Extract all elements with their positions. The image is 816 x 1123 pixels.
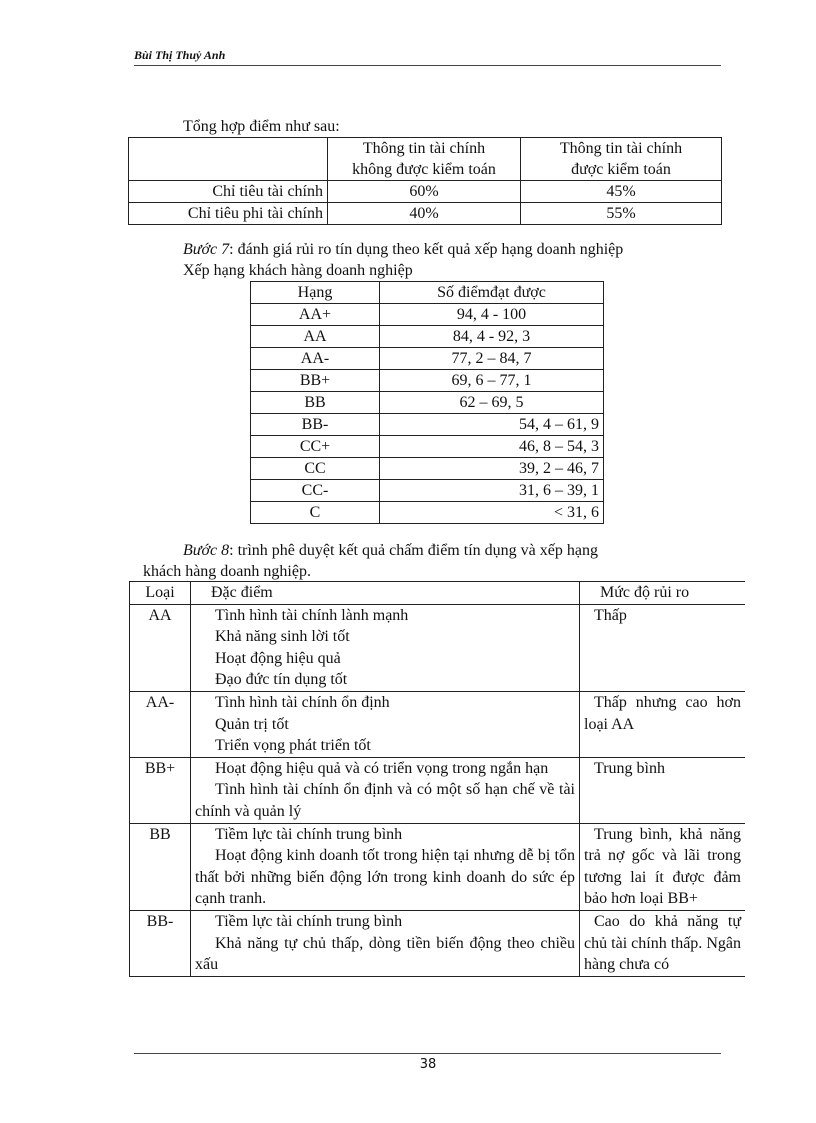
feature-item: Tình hình tài chính ổn định và có một số hạn chế về tài chính và quản lý <box>195 781 575 820</box>
feature-cell <box>191 604 580 691</box>
rating-table <box>250 281 604 524</box>
grade-cell: AA <box>251 326 380 348</box>
table-row <box>130 582 746 605</box>
step-label: Bước 7 <box>183 241 230 258</box>
table-row <box>130 823 746 910</box>
header-divider <box>134 65 721 66</box>
table-row <box>251 502 604 524</box>
type-cell: BB <box>130 823 191 910</box>
table-cell: 45% <box>521 181 722 203</box>
feature-item: Tiềm lực tài chính trung bình <box>215 912 403 930</box>
grade-cell: AA+ <box>251 304 380 326</box>
risk-rows <box>130 604 746 976</box>
feature-item: Tiềm lực tài chính trung bình <box>215 825 403 843</box>
table-row <box>130 757 746 823</box>
step-description: : trình phê duyệt kết quả chấm điểm tín dụng và xếp hạng <box>229 542 598 559</box>
table-header: Mức độ rủi ro <box>580 582 746 605</box>
table-header: Hạng <box>251 282 380 304</box>
page-number: 38 <box>419 1057 437 1072</box>
feature-cell <box>191 910 580 976</box>
score-cell: 94, 4 - 100 <box>380 304 604 326</box>
table-row <box>251 480 604 502</box>
table-row <box>251 348 604 370</box>
score-cell: 46, 8 – 54, 3 <box>380 436 604 458</box>
feature-cell <box>191 823 580 910</box>
type-cell: AA- <box>130 691 191 757</box>
table-row <box>251 392 604 414</box>
feature-item: Đạo đức tín dụng tốt <box>215 671 348 689</box>
feature-item: Hoạt động hiệu quả và có triển vọng trong ngắn hạn <box>215 759 549 777</box>
type-cell: BB+ <box>130 757 191 823</box>
header-line: không được kiểm toán <box>352 161 496 178</box>
grade-cell: BB+ <box>251 370 380 392</box>
table-row <box>129 138 722 181</box>
footer-divider <box>134 1053 721 1054</box>
grade-cell: BB <box>251 392 380 414</box>
score-cell: 77, 2 – 84, 7 <box>380 348 604 370</box>
table-header: Số điểmđạt được <box>380 282 604 304</box>
score-table <box>128 137 722 225</box>
table-row <box>129 181 722 203</box>
table-row <box>129 203 722 225</box>
score-cell: 84, 4 - 92, 3 <box>380 326 604 348</box>
score-cell: 69, 6 – 77, 1 <box>380 370 604 392</box>
risk-table-viewport <box>129 581 745 1012</box>
table-header: Đặc điểm <box>191 582 580 605</box>
table-cell: 60% <box>328 181 521 203</box>
header-author: Bùi Thị Thuỷ Anh <box>134 48 226 62</box>
step-label: Bước 8 <box>183 542 230 559</box>
feature-item: Hoạt động hiệu quả <box>215 649 341 667</box>
feature-item: Hoạt động kinh doanh tốt trong hiện tại nhưng dễ bị tổn thất bởi những biến động lớn trong kinh doanh do sức ép cạnh tranh. <box>195 847 575 908</box>
risk-cell: Thấp nhưng cao hơn loại AA <box>580 691 746 757</box>
table-header <box>521 138 722 181</box>
table-row <box>251 458 604 480</box>
table-row <box>251 304 604 326</box>
table-cell: 55% <box>521 203 722 225</box>
score-cell: 39, 2 – 46, 7 <box>380 458 604 480</box>
grade-cell: AA- <box>251 348 380 370</box>
risk-cell: Thấp <box>580 604 746 691</box>
feature-item: Khả năng tự chủ thấp, dòng tiền biến động theo chiều xấu <box>195 934 575 974</box>
table-row <box>130 691 746 757</box>
grade-cell: CC+ <box>251 436 380 458</box>
step-description: : đánh giá rủi ro tín dụng theo kết quả xếp hạng doanh nghiệp <box>229 241 624 258</box>
risk-table <box>129 581 745 977</box>
table-row <box>251 414 604 436</box>
table-row <box>130 604 746 691</box>
table-cell-empty <box>129 138 328 181</box>
row-label: Chỉ tiêu phi tài chính <box>129 203 328 225</box>
table-cell: 40% <box>328 203 521 225</box>
header-line: Thông tin tài chính <box>559 140 683 157</box>
step8-text-continued: khách hàng doanh nghiệp. <box>143 563 311 580</box>
score-cell: 62 – 69, 5 <box>380 392 604 414</box>
feature-cell <box>191 757 580 823</box>
risk-cell: Cao do khả năng tự chủ tài chính thấp. Ngân hàng chưa có <box>580 910 746 976</box>
type-cell: BB- <box>130 910 191 976</box>
risk-cell: Trung bình <box>580 757 746 823</box>
header-line: được kiểm toán <box>571 161 671 178</box>
table-row <box>251 370 604 392</box>
rating-title: Xếp hạng khách hàng doanh nghiệp <box>183 262 413 279</box>
table-row <box>251 282 604 304</box>
feature-item: Triển vọng phát triển tốt <box>215 737 371 755</box>
step7-text <box>183 239 623 260</box>
table-row <box>130 910 746 976</box>
header-line: Thông tin tài chính <box>362 140 486 157</box>
table-header: Loại <box>130 582 191 605</box>
risk-cell: Trung bình, khả năng trả nợ gốc và lãi trong tương lai ít được đảm bảo hơn loại BB+ <box>580 823 746 910</box>
table-row <box>251 436 604 458</box>
feature-item: Khả năng sinh lời tốt <box>215 628 350 646</box>
feature-item: Tình hình tài chính lành mạnh <box>215 606 409 624</box>
table-row <box>251 326 604 348</box>
table-header <box>328 138 521 181</box>
intro-text: Tổng hợp điểm như sau: <box>183 118 340 135</box>
grade-cell: CC <box>251 458 380 480</box>
rating-rows <box>251 304 604 524</box>
score-cell: 54, 4 – 61, 9 <box>380 414 604 436</box>
grade-cell: CC- <box>251 480 380 502</box>
feature-cell <box>191 691 580 757</box>
grade-cell: BB- <box>251 414 380 436</box>
feature-item: Quản trị tốt <box>215 715 289 733</box>
score-cell: 31, 6 – 39, 1 <box>380 480 604 502</box>
step8-text <box>183 540 598 561</box>
row-label: Chỉ tiêu tài chính <box>129 181 328 203</box>
grade-cell: C <box>251 502 380 524</box>
type-cell: AA <box>130 604 191 691</box>
feature-item: Tình hình tài chính ổn định <box>215 693 390 711</box>
score-cell: < 31, 6 <box>380 502 604 524</box>
